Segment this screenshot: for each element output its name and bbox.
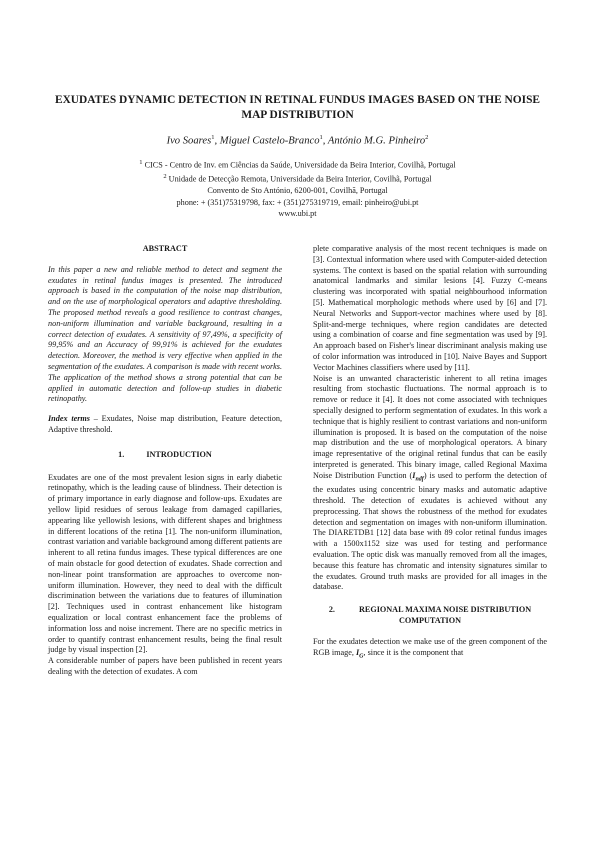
affiliation-2 bbox=[48, 171, 547, 185]
math-base: I bbox=[412, 470, 416, 480]
author-name: Miguel Castelo-Branco bbox=[219, 135, 320, 147]
paragraph bbox=[313, 374, 547, 594]
author-name: Ivo Soares bbox=[166, 135, 212, 147]
index-terms-text: – Exudates, Noise map distribution, Feature detection, Adaptive threshold. bbox=[48, 414, 282, 434]
section-title: INTRODUCTION bbox=[146, 449, 212, 459]
affiliation-mark: 1 bbox=[139, 159, 143, 166]
postal-address: Convento de Sto António, 6200-001, Covilhã, Portugal bbox=[207, 186, 388, 196]
paragraph-text: , since it is the component that bbox=[363, 647, 464, 657]
affiliations bbox=[48, 157, 547, 220]
author-affiliation-mark: 1 bbox=[211, 134, 215, 141]
paragraph-text: ) is used to perform the detection of the exudates using concentric binary masks and automatic adaptive threshold. The detection of exudates is achieved without any preprocessing. That shows the robustness of the method for exudates detection and segmentation on images with non-uniform illumination. The DIARETDB1 [12] data base with 89 color retinal fundus images with a 1500x1152 size was used for testing and performance evaluation. The optic disk was manually removed from all the images, because this feature has chromatic and intensity signatures similar to the exudates. Ground truth masks are provided for all images in the database. bbox=[313, 470, 548, 592]
left-column bbox=[48, 244, 282, 678]
contact-info: phone: + (351)75319798, fax: + (351)275319719, email: pinheiro@ubi.pt bbox=[176, 197, 419, 207]
math-subscript: G bbox=[359, 653, 364, 660]
section-title: REGIONAL MAXIMA NOISE DISTRIBUTION COMPUTATION bbox=[358, 605, 532, 625]
affiliation-mark: 2 bbox=[163, 173, 167, 181]
math-symbol bbox=[355, 647, 364, 660]
affiliation-text: CICS - Centro de Inv. em Ciências da Saúde, Universidade da Beira Interior, Covilhã, Portugal bbox=[144, 160, 456, 170]
right-column bbox=[313, 244, 547, 662]
section-number: 1. bbox=[118, 449, 125, 459]
paragraph-text: For the exudates detection we make use of the green component of the RGB image, bbox=[313, 636, 547, 657]
author-name: António M.G. Pinheiro bbox=[327, 135, 426, 147]
paragraph-text: Noise is an unwanted characteristic inherent to all retina images resulting from stochastic fluctuations. The normal approach is to remove or reduce it [4]. It does not come associated with techniques specially designed to perform segmentation of exudates. In this work a technique that is highly resilient to contrast variations and non-uniform illumination is proposed. It is based on the computation of the noise map distribution and the use of morphological operators. A binary image representative of the original retinal fundus that can be easily interpreted is generated. This binary image, called Regional Maxima Noise Distribution Function ( bbox=[313, 373, 547, 480]
author-list: Ivo Soares$^1$, Miguel Castelo-Branco$^1$, António M.G. Pinheiro$^2$ bbox=[166, 134, 429, 147]
affiliation-1 bbox=[48, 157, 547, 171]
index-terms bbox=[48, 414, 282, 436]
paragraph: A considerable number of papers have been published in recent years dealing with the detection of exudates. A com bbox=[48, 656, 282, 676]
affiliation-text: Unidade de Detecção Remota, Universidade da Beira Interior, Covilhã, Portugal bbox=[168, 174, 432, 184]
section-number: 2. bbox=[328, 605, 335, 615]
website: www.ubi.pt bbox=[278, 209, 317, 219]
author-affiliation-mark: 2 bbox=[425, 134, 429, 141]
abstract-text: In this paper a new and reliable method to detect and segment the exudates in retinal fundus images is presented. The introduced approach is based in the computation of the noise map distribution, and on the use of morphological operators and adaptive thresholding. The proposed method reveals a good resilience to contrast changes, non-uniform illumination and variable background, resulting in a correct detection of exudates. A sensitivity of 97,49%, a specificity of 99,95% and an Accuracy of 99,91% is achieved for the exudates detection. Moreover, the method is very effective when applied in the segmentation of the exudates. A comparison is made with recent works. The application of the method shows a strong potential that can be applied in automatic detection and follow-up studies in diabetic retinopathy. bbox=[48, 264, 282, 404]
paragraph: Exudates are one of the most prevalent lesion signs in early diabetic retinopathy, which is the leading cause of blindness. Their detection is of primary importance in early diagnose and follow-ups. Exudates are yellow lipid residues of serous leakage from damaged capillaries, appearing like yellowish lesions, with different shapes and brightness in different locations of the retina [1]. The non-uniform illumination, contrast variation and variable background among different patients are inherent to all retina fundus images. These typical differences are one of main obstacle for good detection of exudates. Shade correction and non-linear point transformation are approaches to overcome non-uniform illumination. However, they need to deal with the difficult discrimination between the variations due to features of illumination [2]. Techniques used in contrast enhancement like histogram equalization or local contrast enhancement face the problems of information loss and noise increment. There are no specific metrics in order to quantify contrast enhancement results, being the final result judge by visual inspection [2]. bbox=[48, 472, 283, 655]
math-symbol bbox=[412, 470, 424, 483]
section-2-heading bbox=[313, 605, 547, 627]
section-1-heading bbox=[48, 450, 282, 461]
paper-title: EXUDATES DYNAMIC DETECTION IN RETINAL FUNDUS IMAGES BASED ON THE NOISE MAP DISTRIBUTION bbox=[54, 94, 541, 121]
abstract-heading: ABSTRACT bbox=[142, 244, 188, 253]
math-base: I bbox=[355, 647, 360, 657]
author-affiliation-mark: 1 bbox=[319, 134, 323, 141]
paragraph-continued: plete comparative analysis of the most recent techniques is made on [3]. Contextual information where used with Computer-aided detection systems. The context is based on the spatial relation with surrounding anatomical landmarks and similar lesions [4]. Fuzzy C-means clustering was incorporated with spatial neighbourhood information [5]. Mathematical morphologic methods where used by [6] and [7]. Neural Networks and Support-vector machines where used by [8]. Split-and-merge techniques, where region candidates are detected using a combination of coarse and fine segmentation was used by [9]. An approach based on Fisher's linear discriminant analysis making use of color information was introduced in [10]. Naive Bayes and Support Vector Machines classifiers where used by [11]. bbox=[313, 244, 547, 372]
index-terms-label: Index terms bbox=[48, 414, 90, 424]
paragraph bbox=[313, 637, 547, 662]
math-subscript: ndf bbox=[415, 476, 424, 483]
